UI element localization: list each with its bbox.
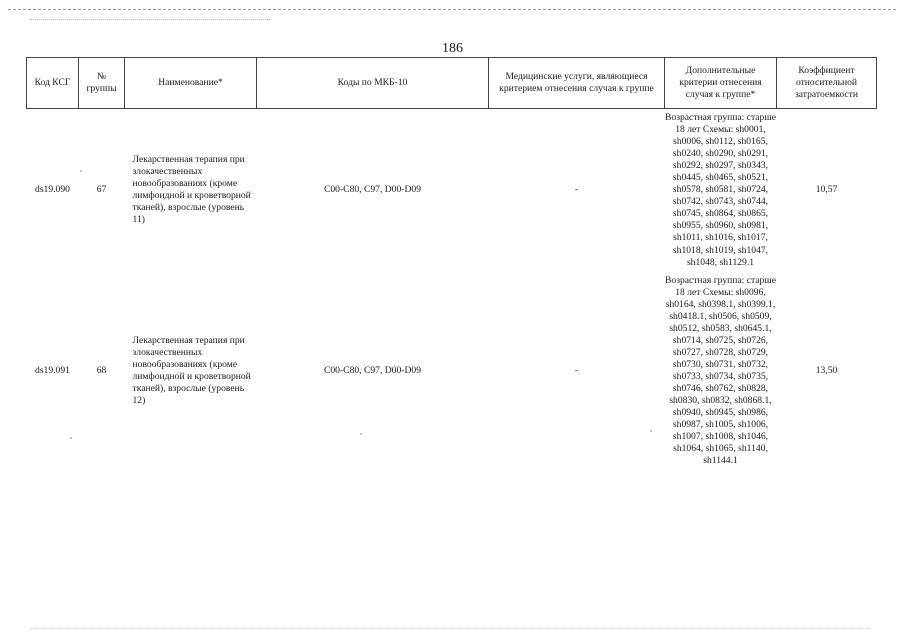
header-name: Наименование* bbox=[125, 58, 257, 109]
scan-top-edge bbox=[8, 9, 896, 10]
cell-code: ds19.090 bbox=[35, 184, 70, 196]
cell-criteria: Возрастная группа: старше 18 лет Схемы: sh0096, sh0164, sh0398.1, sh0399.1, sh0418.1, sh0506, sh0509, sh0512, sh0583, sh0645.1, sh0714, sh0725, sh0726, sh0727, sh0728, sh0729, sh0730, sh0731, sh0732, sh0733, sh0734, sh0735, sh0746, sh0762, sh0828, sh0830, sh0832, sh0868.1, sh0940, sh0945, sh0986, sh0987, sh1005, sh1006, sh1007, sh1008, sh1046, sh1064, sh1065, sh1140, sh1144.1 bbox=[665, 274, 776, 467]
cell-services: - bbox=[574, 184, 579, 196]
scan-speck bbox=[360, 433, 362, 435]
scan-bottom-edge bbox=[30, 628, 870, 629]
header-medical-services: Медицинские услуги, являющиеся критерием отнесения случая к группе bbox=[489, 58, 665, 109]
header-code: Код КСГ bbox=[27, 58, 79, 109]
cell-coefficient: 13,50 bbox=[815, 364, 838, 376]
header-mkb-codes: Коды по МКБ-10 bbox=[257, 58, 489, 109]
cell-coefficient: 10,57 bbox=[815, 184, 838, 196]
scan-speck bbox=[70, 437, 72, 439]
scan-speck bbox=[650, 430, 652, 432]
cell-group: 67 bbox=[96, 184, 107, 196]
cell-mkb: C00-C80, C97, D00-D09 bbox=[323, 184, 421, 196]
header-coefficient: Коэффициент относительной затратоемкости bbox=[777, 58, 877, 109]
table-container bbox=[26, 57, 876, 470]
table-row bbox=[27, 109, 877, 272]
header-group-number: № группы bbox=[79, 58, 125, 109]
cell-name: Лекарственная терапия при злокачественных новообразованиях (кроме лимфоидной и кроветворной тканей), взрослые (уровень 12) bbox=[132, 334, 251, 406]
cell-mkb: C00-C80, C97, D00-D09 bbox=[323, 364, 421, 376]
cell-criteria: Возрастная группа: старше 18 лет Схемы: sh0001, sh0006, sh0112, sh0165, sh0240, sh0290, sh0291, sh0292, sh0297, sh0343, sh0445, sh0465, sh0521, sh0578, sh0581, sh0724, sh0742, sh0743, sh0744, sh0745, sh0864, sh0865, sh0955, sh0960, sh0981, sh1011, sh1016, sh1017, sh1018, sh1019, sh1047, sh1048, sh1129.1 bbox=[665, 112, 776, 268]
cell-services: - bbox=[574, 364, 579, 376]
scan-artifact-line bbox=[30, 19, 270, 20]
page-number: 186 bbox=[442, 41, 463, 56]
scan-speck bbox=[80, 170, 82, 172]
table-header-row bbox=[27, 58, 877, 109]
ksg-table bbox=[26, 57, 877, 470]
cell-group: 68 bbox=[96, 364, 107, 376]
cell-code: ds19.091 bbox=[35, 364, 70, 376]
cell-name: Лекарственная терапия при злокачественных новообразованиях (кроме лимфоидной и кроветворной тканей), взрослые (уровень 11) bbox=[132, 154, 251, 226]
header-additional-criteria: Дополнительные критерии отнесения случая к группе* bbox=[665, 58, 777, 109]
table-row bbox=[27, 272, 877, 471]
